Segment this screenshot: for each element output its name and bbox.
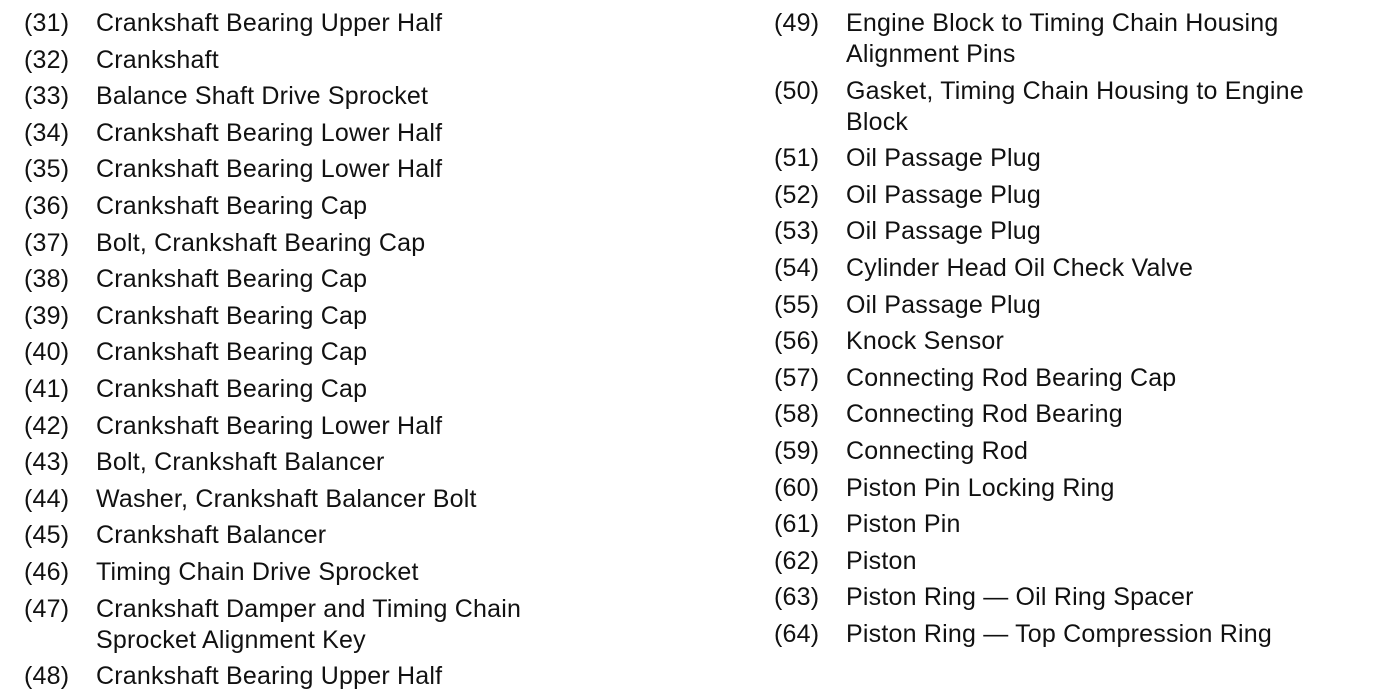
item-number: (55) [774,290,820,319]
legend-item [774,582,1364,613]
item-label: Crankshaft Bearing Upper Half [96,662,443,691]
item-number: (58) [774,400,820,429]
item-label: Crankshaft Bearing Cap [96,301,368,330]
item-number: (33) [24,82,70,111]
item-number: (64) [774,619,820,648]
item-label: Cylinder Head Oil Check Valve [846,253,1194,282]
legend-item [24,411,724,442]
item-label: Oil Passage Plug [846,144,1041,173]
item-number: (34) [24,118,70,147]
legend-item [24,301,724,332]
legend-item [24,594,724,656]
item-label: Piston Pin Locking Ring [846,473,1115,502]
item-number: (61) [774,510,820,539]
legend-item [24,447,724,478]
item-number: (48) [24,662,70,691]
legend-item [24,45,724,76]
legend-item [24,154,724,185]
legend-item [774,76,1364,138]
item-number: (50) [774,76,820,105]
legend-item [774,143,1364,174]
item-number: (38) [24,265,70,294]
legend-item [774,399,1364,430]
item-label: Crankshaft Bearing Cap [96,374,368,403]
item-label: Oil Passage Plug [846,180,1041,209]
legend-item [24,557,724,588]
item-label: Crankshaft Bearing Lower Half [96,118,443,147]
item-label: Connecting Rod [846,436,1029,465]
item-label: Piston Ring — Oil Ring Spacer [846,583,1194,612]
legend-item [774,436,1364,467]
item-label: Connecting Rod Bearing [846,400,1123,429]
legend-item [24,191,724,222]
legend-item [774,473,1364,504]
legend-item [774,8,1364,70]
legend-item [24,81,724,112]
legend-item [774,546,1364,577]
item-label: Crankshaft Bearing Lower Half [96,411,443,440]
legend-item [774,216,1364,247]
item-label: Crankshaft Balancer [96,521,327,550]
legend-item [24,374,724,405]
item-number: (43) [24,448,70,477]
item-number: (56) [774,327,820,356]
item-number: (41) [24,374,70,403]
item-label: Crankshaft Bearing Cap [96,338,368,367]
item-number: (62) [774,546,820,575]
item-label: Crankshaft [96,45,219,74]
item-number: (63) [774,583,820,612]
item-number: (37) [24,228,70,257]
legend-item [774,253,1364,284]
item-number: (54) [774,253,820,282]
item-number: (51) [774,144,820,173]
item-label: Bolt, Crankshaft Balancer [96,448,385,477]
item-number: (42) [24,411,70,440]
item-number: (45) [24,521,70,550]
item-number: (44) [24,484,70,513]
item-number: (39) [24,301,70,330]
legend-item [24,484,724,515]
item-label: Crankshaft Bearing Lower Half [96,155,443,184]
item-label: Washer, Crankshaft Balancer Bolt [96,484,477,513]
item-label: Oil Passage Plug [846,217,1041,246]
legend-item [24,8,724,39]
item-label: Oil Passage Plug [846,290,1041,319]
legend-item [24,264,724,295]
legend-item [774,326,1364,357]
item-label: Piston Pin [846,510,961,539]
item-label: Crankshaft Damper and Timing Chain Sprocket Alignment Key [96,594,522,654]
item-number: (46) [24,557,70,586]
legend-item [24,661,724,692]
parts-list-right [774,8,1364,656]
legend-item [24,337,724,368]
item-number: (47) [24,594,70,623]
item-number: (59) [774,436,820,465]
item-number: (31) [24,9,70,37]
legend-item [24,228,724,259]
item-number: (32) [24,45,70,74]
legend-item [24,520,724,551]
legend-item [774,619,1364,650]
legend-item [774,363,1364,394]
parts-list-left [24,8,724,698]
item-label: Balance Shaft Drive Sprocket [96,82,429,111]
item-label: Gasket, Timing Chain Housing to Engine Block [846,76,1304,136]
item-number: (53) [774,217,820,246]
item-label: Timing Chain Drive Sprocket [96,557,419,586]
item-label: Piston Ring — Top Compression Ring [846,619,1272,648]
item-label: Crankshaft Bearing Cap [96,265,368,294]
item-number: (49) [774,9,820,37]
item-number: (35) [24,155,70,184]
item-number: (36) [24,191,70,220]
item-label: Crankshaft Bearing Cap [96,191,368,220]
item-label: Knock Sensor [846,327,1005,356]
legend-item [774,180,1364,211]
item-label: Piston [846,546,917,575]
item-label: Bolt, Crankshaft Bearing Cap [96,228,426,257]
item-label: Crankshaft Bearing Upper Half [96,9,443,37]
item-number: (57) [774,363,820,392]
legend-item [774,290,1364,321]
item-number: (52) [774,180,820,209]
item-label: Connecting Rod Bearing Cap [846,363,1177,392]
legend-item [24,118,724,149]
item-label: Engine Block to Timing Chain Housing Alignment Pins [846,9,1279,68]
item-number: (60) [774,473,820,502]
legend-item [774,509,1364,540]
item-number: (40) [24,338,70,367]
